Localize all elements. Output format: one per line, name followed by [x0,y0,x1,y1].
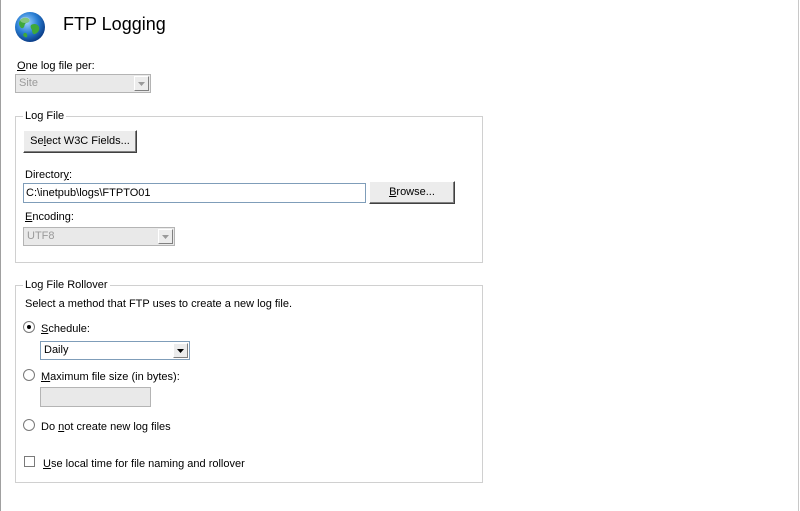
max-file-size-input[interactable] [40,387,151,407]
no-new-log-files-radio[interactable] [23,419,35,431]
window-border-left [0,0,1,511]
schedule-select[interactable] [40,341,190,360]
page-title: FTP Logging [63,14,166,34]
max-file-size-radio[interactable] [23,369,35,381]
log-file-legend: Log File [25,110,65,122]
window-border-right [798,0,799,511]
local-time-label: Use local time for file naming and rollover [43,458,245,470]
encoding-select[interactable] [23,227,175,246]
schedule-label: Schedule: [41,323,90,335]
select-w3c-fields-button[interactable]: Select W3C Fields... [23,130,137,153]
schedule-value: Daily [44,344,69,356]
browse-button[interactable]: Browse... [369,181,455,204]
schedule-radio[interactable] [23,321,35,333]
globe-icon [14,11,46,43]
log-per-label: One log file per: [17,60,95,72]
no-new-log-files-label: Do not create new log files [41,421,171,433]
rollover-description: Select a method that FTP uses to create a new log file. [25,298,292,310]
chevron-down-icon[interactable] [158,229,173,244]
log-file-rollover-legend: Log File Rollover [25,279,108,291]
log-per-select[interactable] [15,74,151,93]
encoding-label: Encoding: [25,211,74,223]
directory-input[interactable] [23,183,366,203]
log-file-rollover-group [15,285,483,483]
directory-label: Directory: [25,169,73,181]
local-time-checkbox[interactable] [24,456,35,467]
encoding-value: UTF8 [27,230,55,242]
directory-value: C:\inetpub\logs\FTPTO01 [26,187,151,199]
chevron-down-icon[interactable] [173,343,188,358]
chevron-down-icon[interactable] [134,76,149,91]
max-file-size-label: Maximum file size (in bytes): [41,371,180,383]
log-per-value: Site [19,77,38,89]
